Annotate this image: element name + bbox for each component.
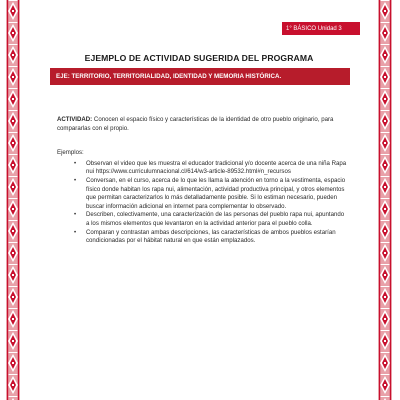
border-diamond-center — [384, 32, 386, 34]
border-diamond-center — [384, 208, 386, 210]
left-decorative-border — [6, 0, 20, 400]
grade-unit-badge — [282, 22, 360, 35]
border-divider — [9, 22, 18, 23]
border-diamond-center — [12, 318, 14, 320]
activity-paragraph — [57, 116, 347, 133]
border-diamond-center — [384, 142, 386, 144]
border-diamond-center — [384, 318, 386, 320]
border-diamond-center — [384, 340, 386, 342]
border-divider — [9, 66, 18, 67]
right-decorative-border — [378, 0, 392, 400]
border-divider — [9, 374, 18, 375]
border-diamond-center — [12, 230, 14, 232]
border-diamond-center — [384, 252, 386, 254]
border-diamond-center — [12, 186, 14, 188]
border-divider — [9, 0, 18, 1]
border-diamond-center — [12, 362, 14, 364]
border-diamond-center — [384, 186, 386, 188]
border-diamond-center — [384, 76, 386, 78]
border-diamond-center — [384, 362, 386, 364]
border-diamond-center — [384, 10, 386, 12]
border-divider — [381, 396, 390, 397]
bullet-icon: • — [74, 212, 77, 219]
example-text: Comparan y contrastan ambas descripciones, las características de ambos pueblos estarían condicionadas por el hábitat natural en que están emplazados. — [86, 228, 336, 245]
border-divider — [381, 44, 390, 45]
border-divider — [381, 374, 390, 375]
border-divider — [381, 176, 390, 177]
examples-label: Ejemplos: — [57, 149, 84, 157]
border-edge-line — [390, 0, 391, 400]
border-divider — [381, 110, 390, 111]
border-divider — [9, 110, 18, 111]
border-divider — [9, 396, 18, 397]
example-text: Conversan, en el curso, acerca de lo que les llama la atención en torno a la vestimenta, espacio físico donde habitan los rapa nui, alimentación, actividad productiva principal, y otros elementos que permitan caracterizarlos lo más detalladamente posible. Si lo estiman necesario, pueden buscar información adicional en internet para complementar lo observado. — [86, 176, 346, 210]
border-divider — [381, 242, 390, 243]
border-diamond-center — [12, 120, 14, 122]
example-item — [74, 211, 347, 228]
page-title: EJEMPLO DE ACTIVIDAD SUGERIDA DEL PROGRAMA — [84, 53, 314, 63]
border-edge-line — [7, 0, 8, 400]
border-diamond-center — [384, 230, 386, 232]
border-diamond-center — [12, 296, 14, 298]
example-item — [74, 177, 347, 211]
example-item — [74, 160, 347, 177]
border-divider — [9, 264, 18, 265]
border-diamond-center — [384, 98, 386, 100]
border-divider — [9, 154, 18, 155]
border-edge-line — [379, 0, 380, 400]
bullet-icon: • — [74, 229, 77, 236]
border-divider — [9, 286, 18, 287]
border-divider — [381, 286, 390, 287]
activity-lead: ACTIVIDAD: — [57, 116, 93, 123]
border-diamond-center — [12, 142, 14, 144]
border-diamond-center — [12, 32, 14, 34]
border-diamond-center — [12, 10, 14, 12]
border-divider — [9, 242, 18, 243]
border-divider — [381, 132, 390, 133]
border-diamond-center — [12, 164, 14, 166]
border-divider — [381, 0, 390, 1]
border-diamond-center — [384, 274, 386, 276]
border-diamond-center — [384, 164, 386, 166]
border-diamond-center — [384, 296, 386, 298]
border-divider — [381, 198, 390, 199]
border-diamond-center — [384, 120, 386, 122]
border-divider — [9, 220, 18, 221]
border-divider — [9, 44, 18, 45]
border-divider — [381, 330, 390, 331]
border-diamond-center — [12, 340, 14, 342]
border-diamond-center — [12, 274, 14, 276]
border-divider — [381, 154, 390, 155]
border-divider — [9, 198, 18, 199]
eje-heading-text: EJE: TERRITORIO, TERRITORIALIDAD, IDENTIDAD Y MEMORIA HISTÓRICA. — [56, 73, 282, 80]
border-divider — [381, 66, 390, 67]
border-divider — [9, 176, 18, 177]
activity-content — [57, 116, 347, 246]
activity-text: Conocen el espacio físico y características de la identidad de otro pueblo originario, para compararlas con el propio. — [57, 116, 334, 132]
border-divider — [9, 330, 18, 331]
border-divider — [9, 352, 18, 353]
border-diamond-center — [12, 252, 14, 254]
border-divider — [381, 264, 390, 265]
border-diamond-center — [12, 98, 14, 100]
example-text: Observan el video que les muestra el educador tradicional y/o docente acerca de una niña Rapa nui https://www.curriculumnacional.cl/614/w3-article-89532.html#n_recursos — [86, 159, 347, 176]
border-divider — [381, 22, 390, 23]
border-diamond-center — [12, 54, 14, 56]
border-divider — [381, 220, 390, 221]
border-divider — [9, 88, 18, 89]
example-text: Describen, colectivamente, una caracterización de las personas del pueblo rapa nui, apuntando a los mismos elementos que levantaron en la actividad anterior para el pueblo colla. — [86, 211, 345, 227]
examples-list — [57, 160, 347, 246]
example-item — [74, 229, 347, 246]
border-diamond-center — [384, 54, 386, 56]
border-divider — [9, 308, 18, 309]
border-diamond-center — [12, 76, 14, 78]
bullet-icon: • — [74, 160, 77, 167]
eje-heading-bar — [50, 68, 350, 85]
border-divider — [381, 88, 390, 89]
border-diamond-center — [12, 208, 14, 210]
bullet-icon: • — [74, 177, 77, 184]
border-diamond-center — [384, 384, 386, 386]
border-divider — [381, 352, 390, 353]
grade-unit-label: 1° BÁSICO Unidad 3 — [286, 25, 342, 32]
border-divider — [381, 308, 390, 309]
border-diamond-center — [12, 384, 14, 386]
border-edge-line — [18, 0, 19, 400]
border-divider — [9, 132, 18, 133]
